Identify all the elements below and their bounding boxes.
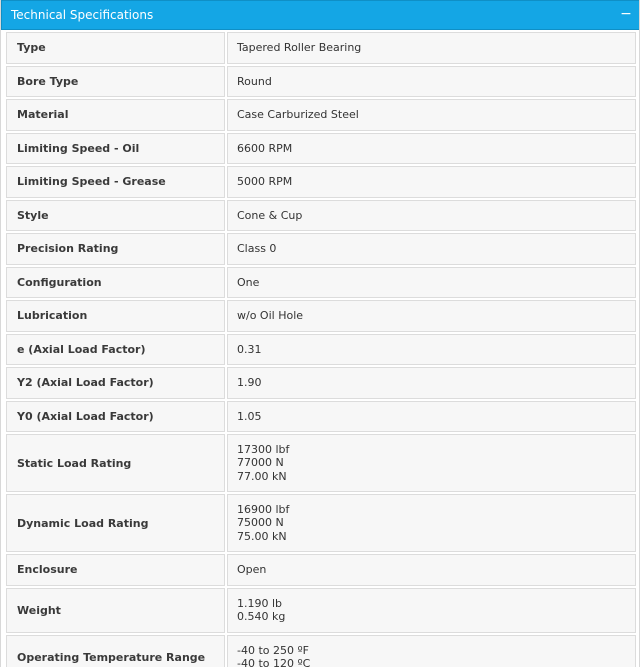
spec-label: Precision Rating bbox=[6, 233, 225, 265]
spec-row bbox=[6, 32, 636, 64]
spec-value-line: -40 to 250 ºF bbox=[237, 643, 310, 657]
spec-value-line: Open bbox=[237, 563, 267, 576]
spec-value bbox=[227, 494, 636, 552]
spec-row bbox=[6, 334, 636, 366]
spec-value-line: 1.90 bbox=[237, 376, 262, 389]
spec-label: Operating Temperature Range bbox=[6, 635, 225, 667]
spec-value-line: Case Carburized Steel bbox=[237, 108, 359, 121]
spec-label: Enclosure bbox=[6, 554, 225, 586]
spec-value bbox=[227, 434, 636, 492]
spec-label: Limiting Speed - Grease bbox=[6, 166, 225, 198]
spec-label: Weight bbox=[6, 588, 225, 633]
panel-header[interactable] bbox=[1, 0, 640, 30]
spec-label: Configuration bbox=[6, 267, 225, 299]
spec-value-line: 0.540 kg bbox=[237, 610, 286, 623]
spec-value bbox=[227, 401, 636, 433]
spec-value-line: Round bbox=[237, 74, 272, 88]
spec-label: Style bbox=[6, 200, 225, 232]
spec-value-line: 1.05 bbox=[237, 409, 262, 423]
spec-label: Lubrication bbox=[6, 300, 225, 332]
spec-value bbox=[227, 233, 636, 265]
spec-value bbox=[227, 554, 636, 586]
spec-row bbox=[6, 99, 636, 131]
spec-value-line: 0.31 bbox=[237, 342, 262, 356]
spec-value bbox=[227, 200, 636, 232]
spec-value-line: 1.190 lb bbox=[237, 596, 283, 610]
spec-row bbox=[6, 166, 636, 198]
spec-row bbox=[6, 300, 636, 332]
spec-value-line: 17300 lbf bbox=[237, 442, 290, 456]
spec-label: Limiting Speed - Oil bbox=[6, 133, 225, 165]
spec-value bbox=[227, 66, 636, 98]
spec-label: Dynamic Load Rating bbox=[6, 494, 225, 552]
spec-label: Static Load Rating bbox=[6, 434, 225, 492]
spec-value-line: 5000 RPM bbox=[237, 175, 293, 188]
spec-value bbox=[227, 334, 636, 366]
spec-value-line: 75.00 kN bbox=[237, 529, 287, 543]
spec-row bbox=[6, 554, 636, 586]
spec-value-line: -40 to 120 ºC bbox=[237, 657, 311, 667]
spec-row bbox=[6, 267, 636, 299]
spec-value bbox=[227, 166, 636, 198]
spec-value bbox=[227, 588, 636, 633]
spec-row bbox=[6, 635, 636, 667]
spec-value-line: 16900 lbf bbox=[237, 502, 290, 516]
spec-row bbox=[6, 494, 636, 552]
spec-value bbox=[227, 635, 636, 667]
spec-row bbox=[6, 133, 636, 165]
panel-title: Technical Specifications bbox=[11, 8, 154, 22]
spec-value bbox=[227, 32, 636, 64]
spec-row bbox=[6, 401, 636, 433]
spec-label: Y2 (Axial Load Factor) bbox=[6, 367, 225, 399]
spec-value-line: Cone & Cup bbox=[237, 208, 303, 222]
spec-label: Material bbox=[6, 99, 225, 131]
spec-value-line: 77.00 kN bbox=[237, 469, 287, 483]
spec-table bbox=[6, 32, 636, 667]
spec-value-line: Class 0 bbox=[237, 242, 277, 255]
spec-label: e (Axial Load Factor) bbox=[6, 334, 225, 366]
spec-value bbox=[227, 133, 636, 165]
spec-value-line: 77000 N bbox=[237, 456, 284, 470]
spec-value bbox=[227, 367, 636, 399]
spec-label: Bore Type bbox=[6, 66, 225, 98]
spec-row bbox=[6, 233, 636, 265]
spec-label: Y0 (Axial Load Factor) bbox=[6, 401, 225, 433]
spec-row bbox=[6, 66, 636, 98]
spec-value-line: 6600 RPM bbox=[237, 141, 293, 155]
spec-value-line: Tapered Roller Bearing bbox=[237, 41, 362, 54]
spec-label: Type bbox=[6, 32, 225, 64]
spec-value-line: One bbox=[237, 275, 260, 289]
spec-value-line: w/o Oil Hole bbox=[237, 309, 304, 322]
spec-row bbox=[6, 200, 636, 232]
spec-row bbox=[6, 588, 636, 633]
spec-value bbox=[227, 267, 636, 299]
spec-value bbox=[227, 99, 636, 131]
spec-row bbox=[6, 434, 636, 492]
spec-row bbox=[6, 367, 636, 399]
spec-value-line: 75000 N bbox=[237, 516, 284, 530]
spec-value bbox=[227, 300, 636, 332]
collapse-icon[interactable]: − bbox=[620, 6, 632, 22]
